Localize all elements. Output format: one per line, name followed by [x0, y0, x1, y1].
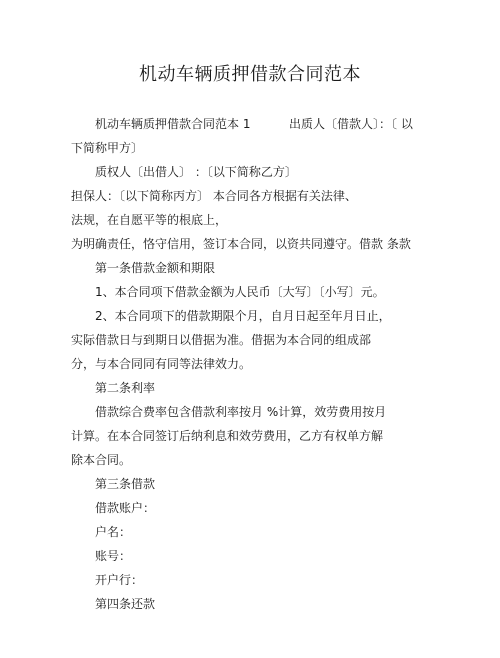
body-line: 为明确责任，恪守信用，签订本合同，以资共同遵守。借款 条款 [71, 237, 411, 251]
header-right-text: 出质人〔借款人〕：〔 以 [289, 117, 413, 131]
header-left-text: 机动车辆质押借款合同范本 1 [95, 117, 251, 131]
body-line: 计算。在本合同签订后纳利息和效劳费用，乙方有权单方解 [71, 429, 384, 443]
field-label: 账号： [95, 549, 132, 563]
field-label: 开户行： [95, 573, 144, 587]
section-heading: 第三条借款 [95, 477, 156, 491]
field-label: 户名： [95, 525, 132, 539]
body-line: 实际借款日与到期日以借据为准。借据为本合同的组成部 [71, 333, 372, 347]
section-heading: 第四条还款 [95, 597, 156, 611]
body-line: 分，与本合同同有同等法律效力。 [71, 357, 252, 371]
section-heading: 第一条借款金额和期限 [95, 261, 216, 275]
body-line: 借款综合费率包含借款利率按月 %计算，效劳费用按月 [95, 405, 387, 419]
document-title: 机动车辆质押借款合同范本 [139, 64, 361, 85]
field-label: 借款账户： [95, 501, 156, 515]
body-line: 下简称甲方〕 [71, 141, 144, 155]
body-line: 除本合同。 [71, 453, 132, 467]
body-line: 2、本合同项下的借款期限个月，自月日起至年月日止， [95, 309, 391, 323]
body-line: 法规，在自愿平等的根底上， [71, 213, 228, 227]
body-line: 担保人：〔以下简称丙方〕 本合同各方根据有关法律、 [71, 189, 357, 203]
body-line: 1、本合同项下借款金额为人民币〔大写〕〔小写〕元。 [95, 285, 385, 299]
body-line: 质权人〔出借人〕 ：〔以下简称乙方〕 [95, 165, 297, 179]
section-heading: 第二条利率 [95, 381, 156, 395]
